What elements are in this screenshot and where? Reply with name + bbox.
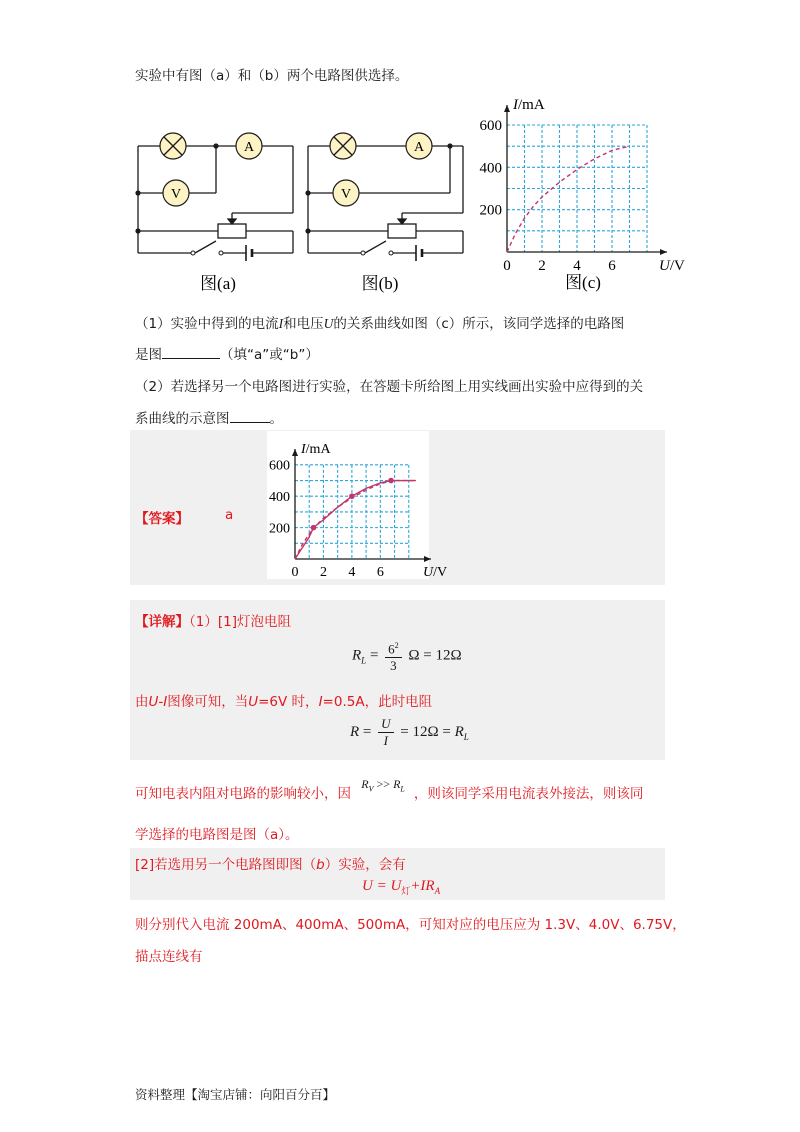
x-tick-label: 4 [573,258,581,274]
series-line-measured-curve [507,146,630,252]
substitution-line: 则分别代入电流 200mA、400mA、500mA，可知对应的电压应为 1.3V、4.0V、6.75V， [135,917,686,933]
x-tick-label: 2 [319,565,327,580]
figure-b-caption: 图(b) [361,274,399,293]
y-tick-label: 200 [479,202,502,219]
y-tick-label: 600 [479,118,502,134]
answer-blank-2 [230,410,270,423]
y-axis-label: I/mA [301,442,331,457]
equation-part-2: $U = U_灯+IR_A$ [362,878,441,896]
data-point [349,493,355,499]
detail-heading: 【详解】（1）[1]灯泡电阻 [135,614,291,630]
x-tick-label: 0 [503,258,511,274]
answer-graph [267,431,448,580]
x-tick-label: 0 [291,565,299,580]
y-tick-label: 200 [269,521,290,537]
y-tick-label: 400 [269,489,290,505]
answer-blank-1 [162,346,220,359]
circuit-diagram-a [128,118,303,298]
x-tick-label: 6 [608,258,616,274]
figure-c-chart [472,88,685,296]
y-tick-label: 600 [269,458,290,474]
circuit-diagram-b [298,118,473,298]
series-line-answer-curve [295,481,416,559]
y-axis-arrow [504,105,510,112]
series-line-original-curve [295,481,416,559]
answer-label: 【答案】 [135,511,189,527]
question-2-line-1: （2）若选择另一个电路图进行实验，在答题卡所给图上用实线画出实验中应得到的关 [135,379,644,395]
ammeter-label: A [243,140,255,155]
question-2-line-2: 系曲线的示意图 。 [135,411,283,427]
equation-resistance: R = $\frac{U}{I}$ = $12\Omega = R_L$ [350,716,469,748]
voltmeter-label: V [340,187,352,202]
part-2-line: [2]若选用另一个电路图即图（b）实验，会有 [135,857,406,873]
equation-lamp-resistance: $R_L$ = $\frac{6^2}{3}$ Ω = 12Ω [352,638,462,674]
footer-text: 资料整理【淘宝店铺：向阳百分百】 [135,1087,336,1102]
conclusion-line-1: 可知电表内阻对电路的影响较小，因 $R_V >> R_L$ ，则该同学采用电流表外接法，则该同 [135,777,644,802]
x-axis-label: U/V [659,258,685,274]
x-axis-label: U/V [423,565,448,580]
x-axis-arrow [660,249,667,255]
plot-points-line: 描点连线有 [135,949,203,965]
y-tick-label: 400 [479,160,502,177]
figure-c-caption: 图(c) [565,273,601,292]
x-tick-label: 6 [376,565,384,580]
answer-value: a [225,507,234,523]
y-axis-label: I/mA [513,97,545,113]
voltmeter-label: V [170,187,182,202]
intro-text: 实验中有图（a）和（b）两个电路图供选择。 [135,68,409,84]
data-point [388,478,394,484]
x-tick-label: 4 [348,565,356,580]
question-1-line-2: 是图 （填“a”或“b”） [135,347,319,363]
conclusion-line-2: 学选择的电路图是图（a）。 [135,827,299,843]
x-tick-label: 2 [538,258,546,274]
data-point [311,525,317,531]
y-axis-arrow [292,449,298,456]
ammeter-label: A [413,140,425,155]
figure-a-caption: 图(a) [200,274,236,293]
detail-ui-line: 由U-I图像可知，当U=6V 时，I=0.5A，此时电阻 [135,694,433,710]
question-1-line-1: （1）实验中得到的电流I和电压U的关系曲线如图（c）所示，该同学选择的电路图 [135,316,625,332]
